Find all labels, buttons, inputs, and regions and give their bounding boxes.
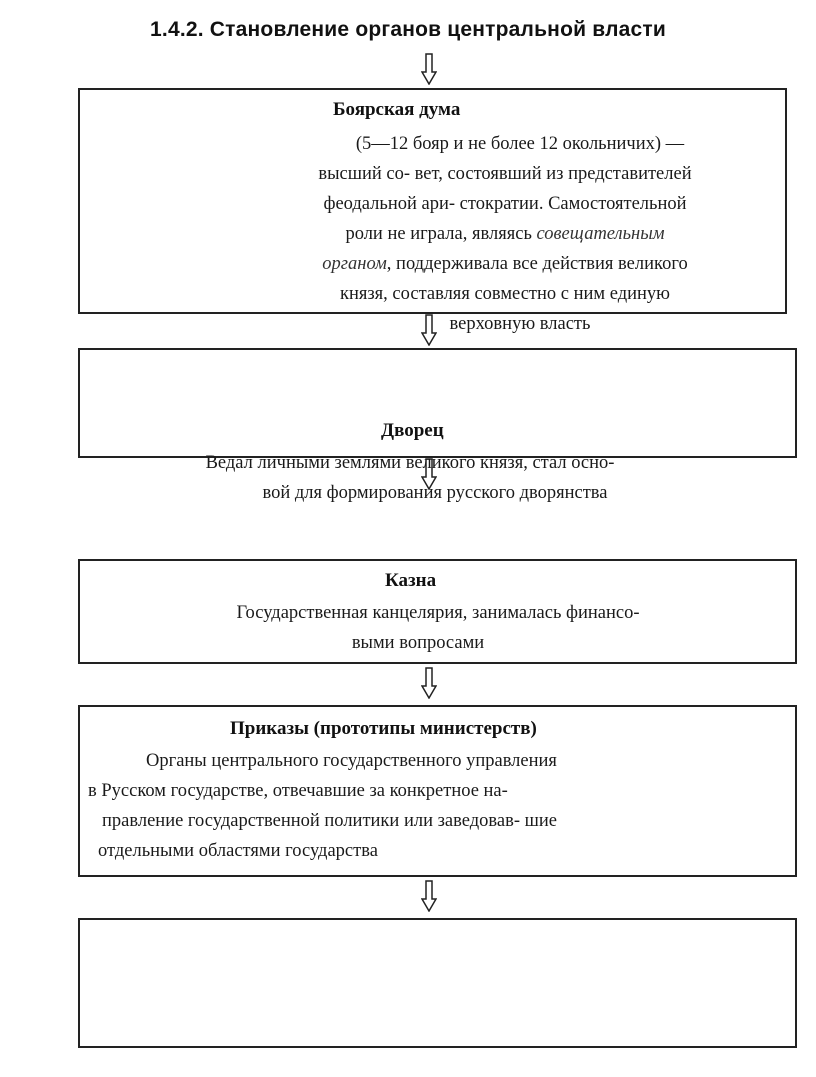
duma-line: князя, составляя совместно с ним единую (339, 284, 671, 304)
palace-line: вой для формирования русского дворянства (262, 483, 608, 503)
prikazy-line: правление государственной политики или заведовав- шие (102, 811, 557, 831)
duma-line (240, 219, 770, 249)
boyar-duma-heading: Боярская дума (333, 99, 461, 120)
boyar-duma-description (240, 129, 770, 339)
diagram-title: 1.4.2. Становление органов центральной власти (150, 18, 666, 41)
treasury-line: Государственная канцелярия, занималась финансо- (236, 603, 640, 623)
down-arrow-icon (421, 667, 437, 699)
duma-line-text: , поддерживала все действия великого (386, 254, 688, 274)
duma-line: высший со- вет, состоявший из представителей (318, 164, 692, 184)
palace-heading: Дворец (381, 420, 444, 441)
prikazy-heading: Приказы (прототипы министерств) (230, 718, 537, 739)
prikazy-line: Органы центрального государственного управления (146, 751, 557, 771)
duma-italic-text: органом (322, 254, 387, 274)
prikazy-line: отдельными областями государства (98, 841, 378, 861)
palace-line: Ведал личными землями великого князя, стал осно- (205, 453, 615, 473)
down-arrow-icon (421, 314, 437, 346)
down-arrow-icon (421, 53, 437, 85)
empty-box (78, 918, 797, 1048)
treasury-description (80, 598, 796, 658)
duma-line: верховную власть (449, 314, 591, 334)
duma-line: (5—12 бояр и не более 12 окольничих) — (355, 134, 685, 154)
down-arrow-icon (421, 880, 437, 912)
duma-line (240, 249, 770, 279)
treasury-heading: Казна (385, 570, 437, 591)
prikazy-description (88, 746, 788, 866)
palace-description (60, 448, 760, 508)
treasury-line: выми вопросами (351, 633, 485, 653)
duma-italic-text: совещательным (536, 224, 665, 244)
prikazy-line: в Русском государстве, отвечавшие за конкретное на- (88, 781, 508, 801)
duma-line: феодальной ари- стократии. Самостоятельной (323, 194, 687, 214)
duma-line-text: роли не играла, являясь (345, 224, 537, 244)
